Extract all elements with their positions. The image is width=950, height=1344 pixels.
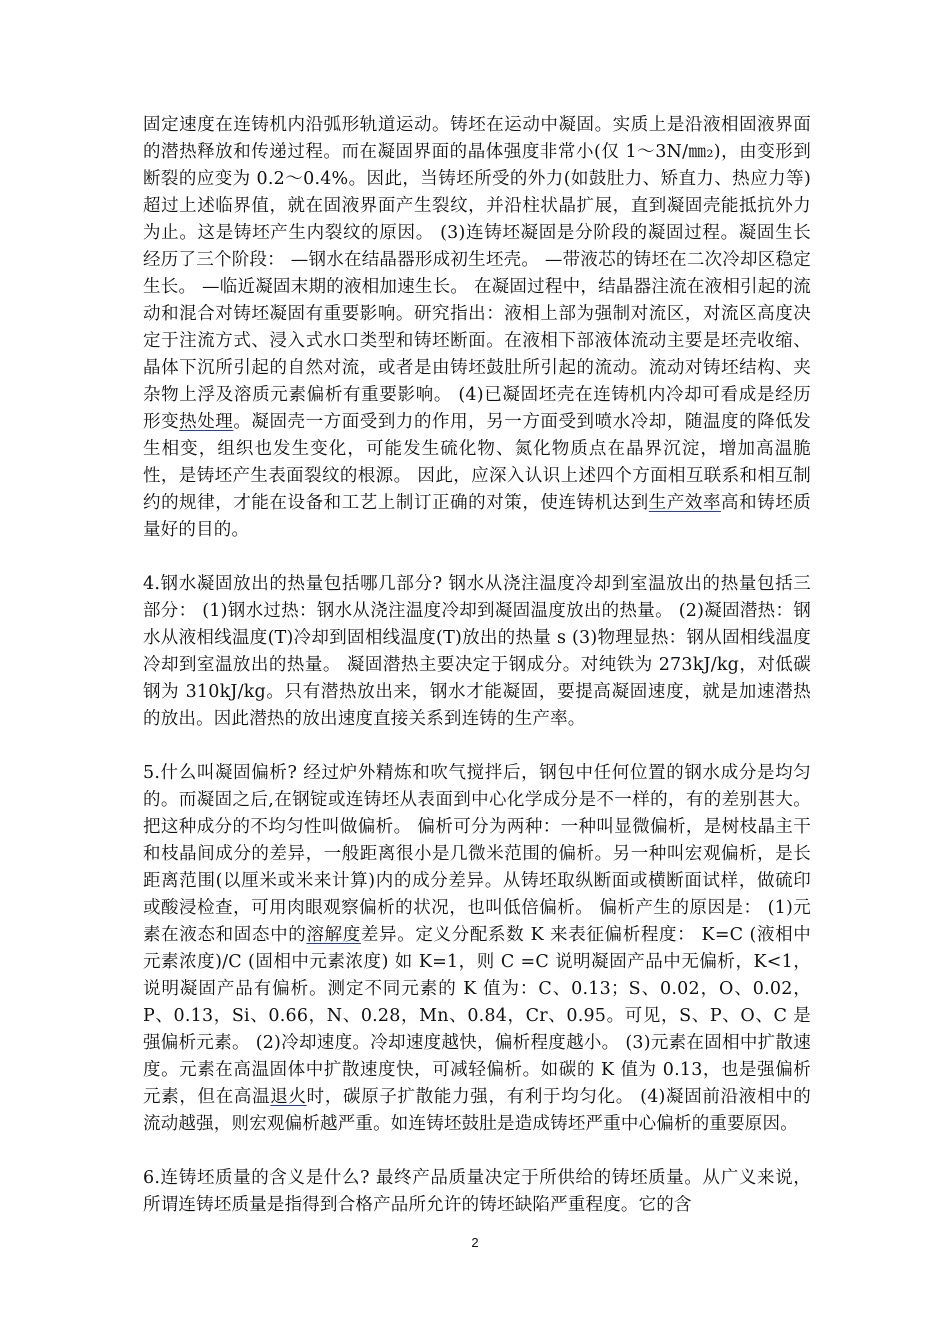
paragraph-text: 5.什么叫凝固偏析? 经过炉外精炼和吹气搅拌后，钢包中任何位置的钢水成分是均匀的。而凝固之后,在钢锭或连铸坯从表面到中心化学成分是不一样的，有的差别甚大。把这种成分的不均匀性叫做偏析。 偏析可分为两种：一种叫显微偏析，是树枝晶主干和枝晶间成分的差异，一般距离很小是几微米范围的偏析。另一种叫宏观偏析，是长距离范围(以厘米或米来计算)内的成分差异。从铸坯取纵断面或横断面试样，做硫印或酸浸检查，可用肉眼观察偏析的状况，也叫低倍偏析。 偏析产生的原因是： (1)元素在液态和固态中的 [143,763,811,945]
paragraph-spacer [143,544,811,571]
paragraph-text: 固定速度在连铸机内沿弧形轨道运动。铸坯在运动中凝固。实质上是沿液相固液界面的潜热释放和传递过程。而在凝固界面的晶体强度非常小(仅 1～3N/㎜₂)，由变形到断裂的应变为 0.2～0.4%。因此，当铸坯所受的外力(如鼓肚力、矫直力、热应力等)超过上述临界值，就在固液界面产生裂纹，并沿柱状晶扩展，直到凝固壳能抵抗外力为止。这是铸坯产生内裂纹的原因。 (3)连铸坯凝固是分阶段的凝固过程。凝固生长经历了三个阶段： —钢水在结晶器形成初生坯壳。 —带液芯的铸坯在二次冷却区稳定生长。 —临近凝固末期的液相加速生长。 在凝固过程中，结晶器注流在液相引起的流动和混合对铸坯凝固有重要影响。研究指出：液相上部为强制对流区，对流区高度决定于注流方式、浸入式水口类型和铸坯断面。在液相下部液体流动主要是坯壳收缩、晶体下沉所引起的自然对流，或者是由铸坯鼓肚所引起的流动。流动对铸坯结构、夹杂物上浮及溶质元素偏析有重要影响。 (4)已凝固坯壳在连铸机内冷却可看成是经历形变 [143,115,811,432]
link-production-efficiency[interactable]: 生产效率 [648,493,722,513]
paragraph-spacer [143,733,811,760]
paragraph-text: 。凝固壳一方面受到力的作用，另一方面受到喷水冷却，随温度的降低发生相变，组织也发生变化，可能发生硫化物、氮化物质点在晶界沉淀，增加高温脆性，是铸坯产生表面裂纹的根源。 因此，应深入认识上述四个方面相互联系和相互制约的规律，才能在设备和工艺上制订正确的对策，使连铸机达到 [143,412,812,513]
link-annealing[interactable]: 退火 [270,1087,307,1107]
paragraph-continuation [143,112,811,544]
paragraph-question-4 [143,571,811,733]
document-body [143,112,811,1219]
link-solubility[interactable]: 溶解度 [306,925,361,945]
link-heat-treatment[interactable]: 热处理 [179,412,234,432]
paragraph-text: 高和铸坯质量好的目的。 [143,493,811,540]
paragraph-spacer [143,1138,811,1165]
paragraph-question-6 [143,1165,811,1219]
paragraph-question-5 [143,760,811,1138]
paragraph-text: 时，碳原子扩散能力强，有利于均匀化。 (4)凝固前沿液相中的流动越强，则宏观偏析越严重。如连铸坯鼓肚是造成铸坯严重中心偏析的重要原因。 [143,1087,812,1134]
paragraph-text: 4.钢水凝固放出的热量包括哪几部分? 钢水从浇注温度冷却到室温放出的热量包括三部分： (1)钢水过热：钢水从浇注温度冷却到凝固温度放出的热量。 (2)凝固潜热：钢水从液相线温度(T)冷却到固相线温度(T)放出的热量 s (3)物理显热：钢从固相线温度冷却到室温放出的热量。 凝固潜热主要决定于钢成分。对纯铁为 273kJ/kg，对低碳钢为 310kJ/kg。只有潜热放出来，钢水才能凝固，要提高凝固速度，就是加速潜热的放出。因此潜热的放出速度直接关系到连铸的生产率。 [143,574,811,729]
paragraph-text: 6.连铸坯质量的含义是什么? 最终产品质量决定于所供给的铸坯质量。从广义来说，所谓连铸坯质量是指得到合格产品所允许的铸坯缺陷严重程度。它的含 [143,1168,811,1215]
paragraph-text: 差异。定义分配系数 K 来表征偏析程度： K=C (液相中元素浓度)/C (固相中元素浓度) 如 K=1，则 C =C 说明凝固产品中无偏析，K<1，说明凝固产品有偏析。测定不同元素的 K 值为：C、0.13；S、0.02，O、0.02，P、0.13，Si、0.66，N、0.28，Mn、0.84，Cr、0.95。可见，S、P、O、C 是强偏析元素。 (2)冷却速度。冷却速度越快，偏析程度越小。 (3)元素在固相中扩散速度。元素在高温固体中扩散速度快，可减轻偏析。如碳的 K 值为 0.13，也是强偏析元素，但在高温 [143,925,811,1107]
page-number: 2 [471,1235,479,1250]
